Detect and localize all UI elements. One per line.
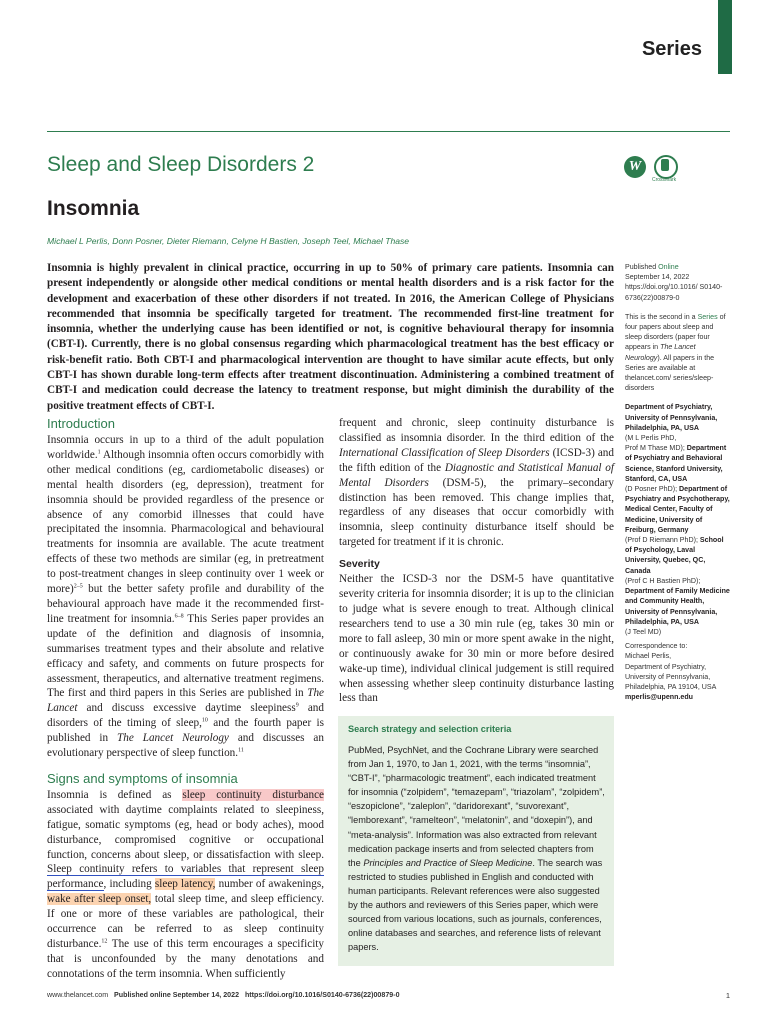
citation[interactable]: 6–8	[174, 613, 184, 620]
highlight-orange: sleep latency,	[154, 878, 216, 891]
footer-site-link[interactable]: www.thelancet.com	[47, 991, 109, 999]
highlight-red: sleep continuity disturbance	[182, 788, 324, 801]
signs-paragraph: Insomnia is defined as sleep continuity disturbance associated with daytime complaints related to sleepiness, fatigue, somatic symptoms (eg, head or body aches), mood disturbance, compromised cognitive or occupational function, concerns about sleep, or dissatisfaction with sleep. Sleep continuity refers to variables that represent sleep performance, including sleep latency, number of awakenings, wake after sleep onset, total sleep time, and sleep efficiency. If one or more of these variables are pathological, their occurrence can be referred to as sleep continuity disturbance.$^{12}$ The use of this term encourages a specificity that is unconfounded by the many denotations and connotations of the term insomnia. When sufficiently	[47, 788, 324, 980]
series-label: Series	[641, 38, 702, 60]
affiliations: Department of Psychiatry, University of Pennsylvania, Philadelphia, PA, USA (M L Perlis PhD, Prof M Thase MD); Department of Psychiatry and Behavioral Science, Stanford University, Stanford, CA, USA (D Posner PhD); Department of Psychiatry and Psychotherapy, Medical Center, Faculty of Medicine, University of Freiburg, Germany (Prof D Riemann PhD); School of Psychology, Laval University, Quebec, QC, Canada (Prof C H Bastien PhD); Department of Family Medicine and Community Health, University of Pennsylvania, Philadelphia, PA, USA (J Teel MD)	[625, 403, 730, 636]
crossmark-bookmark	[661, 159, 669, 171]
published-note: Published Online September 14, 2022 https://doi.org/10.1016/ S0140-6736(22)00879-0	[625, 263, 723, 302]
sidebar-notes	[625, 262, 731, 702]
citation[interactable]: 10	[201, 717, 208, 724]
search-strategy-panel	[338, 716, 614, 966]
series-link[interactable]: Series	[697, 312, 718, 321]
diagnosis-paragraph: frequent and chronic, sleep continuity disturbance is classified as insomnia disorder. In the third edition of the International Classification of Sleep Disorders (ICSD-3) and the fifth edition of the Diagnostic and Statistical Manual of Mental Disorders (DSM-5), the primary–secondary distinction has been removed. This change implies that, regardless of any diseases that occur comorbidly with insomnia, sleep continuity disturbance itself should be targeted for treatment if it is chronic.	[339, 417, 614, 549]
header-rule	[47, 131, 730, 132]
crossmark-icon[interactable]	[654, 155, 678, 183]
author-list: Michael L Perlis, Donn Posner, Dieter Riemann, Celyne H Bastien, Joseph Teel, Michael Thase	[47, 236, 410, 246]
footer-published: Published online September 14, 2022	[114, 991, 240, 999]
citation[interactable]: 9	[295, 702, 299, 709]
citation[interactable]: 11	[238, 747, 244, 754]
intro-paragraph: Insomnia occurs in up to a third of the adult population worldwide.$^1$ Although insomnia often occurs comorbidly with other medical conditions (eg, cardiometabolic diseases) or mental health disorders (eg, depression), treatment for insomnia should be provided regardless of the presence or absence of any comorbid illnesses that could have precipitated the insomnia. Pharmacological and behavioural treatments for insomnia are available. The acute treatment effects of these two methods are similar (eg, in pretreatment to post-treatment changes in sleep continuity over 1 week or more)$^{2-5}$ but the better safety profile and durability of the behavioural approach have made it the recommended first-line treatment for insomnia.$^{6-8}$ This Series paper provides an update of the definition and diagnosis of insomnia, summarises treatment types and their absolute and relative efficacy and safety, and comments on future prospects for assessment, therapeutics, and alternative treatment regimens. The first and third papers in this Series are published in The Lancet and discuss excessive daytime sleepiness$^9$ and disorders of the timing of sleep,$^{10}$ and the fourth paper is published in The Lancet Neurology and discusses an evolutionary perspective of sleep function.$^{11}$	[47, 434, 324, 760]
series-color-bar	[718, 0, 732, 74]
signs-heading: Signs and symptoms of insomnia	[47, 770, 238, 786]
page-footer	[47, 991, 730, 999]
underline-blue: Sleep continuity refers to variables that represent sleep performance	[47, 863, 324, 891]
body-column-2	[339, 416, 614, 706]
highlight-orange: wake after sleep onset,	[47, 893, 152, 906]
footer-doi-link[interactable]: https://doi.org/10.1016/S0140-6736(22)00879-0	[244, 991, 400, 999]
abstract: Insomnia is highly prevalent in clinical practice, occurring in up to 50% of primary care patients. Insomnia can present independently or alongside other medical conditions or mental health disorders and is a risk factor for the development and exacerbation of these other disorders if not treated. In 2016, the American College of Physicians recommended that insomnia be specifically targeted for treatment. The recommended first-line treatment for insomnia, whether the underlying cause has been identified or not, is cognitive behavioural therapy for insomnia (CBT-I). Currently, there is no global consensus regarding which pharmacological treatment has the best efficacy or risk-benefit ratio. Both CBT-I and pharmacological intervention are thought to have similar acute effects, but only CBT-I has shown durable long-term effects after treatment discontinuation. Administering a combined treatment of CBT-I and medication could decrease the latency to treatment response, but might diminish the durability of the positive treatment effects of CBT-I.	[47, 262, 614, 412]
article-title: Insomnia	[47, 197, 140, 220]
online-link[interactable]: Online	[658, 263, 679, 271]
series-note: This is the second in a Series of four papers about sleep and sleep disorders (paper four appears in The Lancet Neurology). All papers in the Series are available at thelancet.com/ series/sleep-disorders	[625, 312, 726, 393]
doi-link[interactable]: https://doi.org/10.1016/ S0140-6736(22)00879-0	[625, 283, 723, 302]
search-strategy-text: PubMed, PsychNet, and the Cochrane Library were searched from Jan 1, 1970, to Jan 1, 2021, with the terms “insomnia”, “CBT-I”, “pharmacologic treatment”, each indicated treatment for insomnia (“zolpidem”, “temazepam”, “triazolam”, “zolpidem”, “eszopiclone”, “zaleplon”, “daridorexant”, “suvorexant”, “lemborexant”, “ramelteon”, “melatonin”, and “doxepin”), and “meta-analysis”. Information was also extracted from relevant medication package inserts and from selected chapters from the Principles and Practice of Sleep Medicine. The search was restricted to studies published in English and conducted with human participants. Relevant references were also suggested by the authors and reviewers of this Series paper, which were sourced from various locations, such as journals, conferences, online databases and searches, and reference lists of relevant papers.	[348, 745, 605, 953]
citation[interactable]: 2–5	[73, 583, 83, 590]
severity-paragraph: Neither the ICSD-3 nor the DSM-5 have quantitative severity criteria for insomnia disorder; it is up to the clinician to judge what is severe enough to treat. Although clinical researchers tend to use a 30 min rule (eg, takes 30 min or more to fall asleep, 30 min or more spent awake in the night, or continuously awake for 30 min or more before desired wake-up time), individual clinical judgement is still required when assessing whether sleep continuity disturbance lasting less than	[339, 573, 614, 705]
email-link[interactable]: mperlis@upenn.edu	[625, 693, 694, 702]
citation[interactable]: 12	[101, 938, 108, 945]
crossmark-label: CrossMark	[652, 177, 677, 183]
intro-heading: Introduction	[47, 416, 115, 431]
citation[interactable]: 1	[97, 449, 101, 456]
severity-heading: Severity	[339, 558, 380, 571]
body-column-1	[47, 416, 324, 982]
page-number: 1	[725, 991, 730, 1000]
series-title: Sleep and Sleep Disorders 2	[47, 153, 315, 176]
search-strategy-title: Search strategy and selection criteria	[348, 724, 512, 734]
correspondence: Correspondence to: Michael Perlis, Department of Psychiatry, University of Pennsylvania, Philadelphia, PA 19104, USA mperlis@upenn.edu	[625, 642, 717, 702]
w-logo-icon[interactable]: W	[624, 156, 646, 178]
